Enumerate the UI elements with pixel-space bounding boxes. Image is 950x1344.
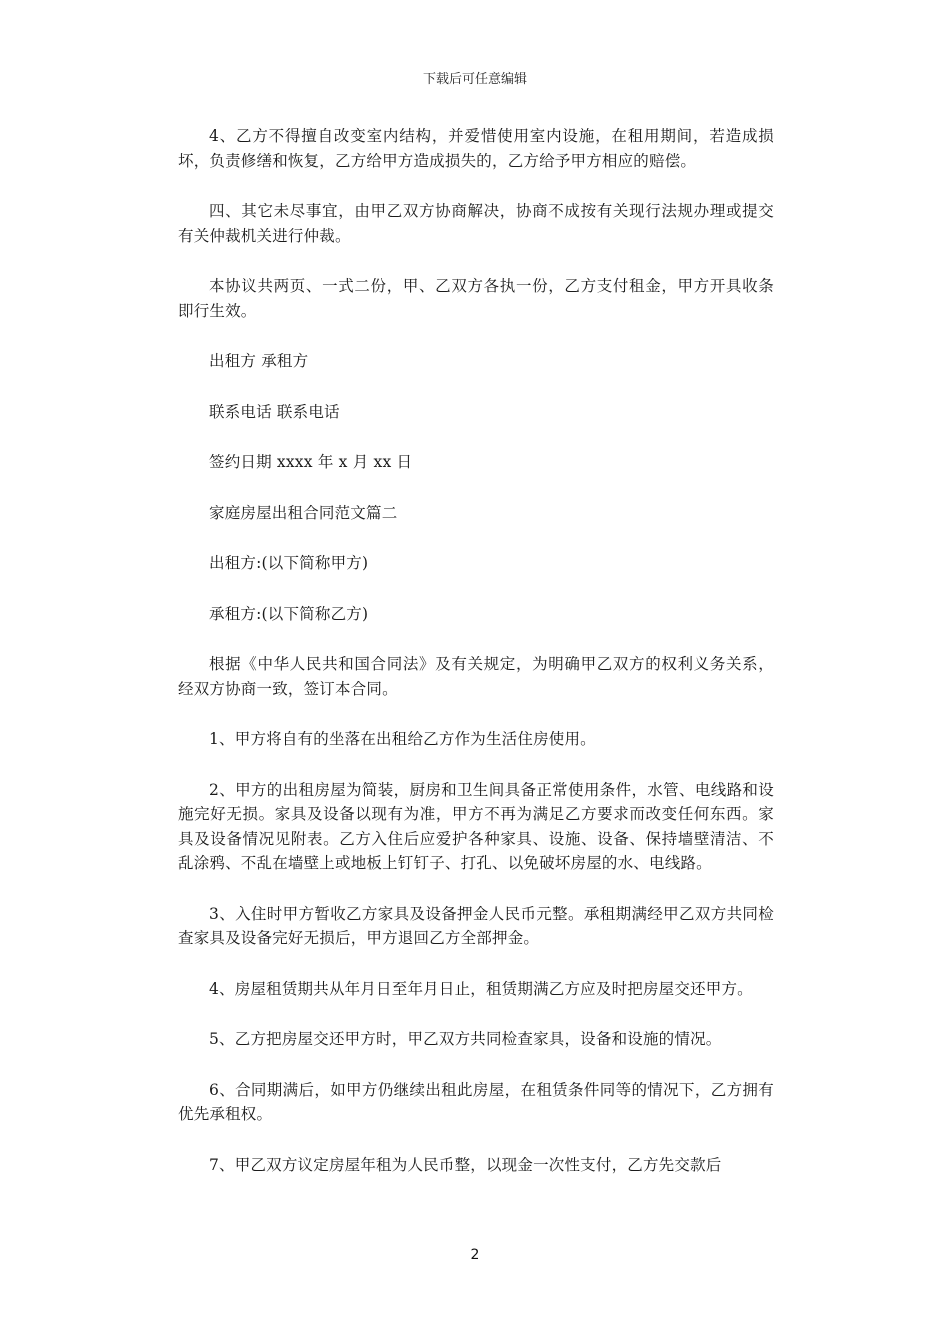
paragraph-clause-7: 7、甲乙双方议定房屋年租为人民币整，以现金一次性支付，乙方先交款后 bbox=[209, 1155, 722, 1174]
document-body bbox=[178, 124, 774, 1203]
paragraph-clause-2: 2、甲方的出租房屋为简装，厨房和卫生间具备正常使用条件，水管、电线路和设施完好无损。家具及设备以现有为准，甲方不再为满足乙方要求而改变任何东西。家具及设备情况见附表。乙方入住后应爱护各种家具、设施、设备、保持墙壁清洁、不乱涂鸦、不乱在墙壁上或地板上钉钉子、打孔、以免破坏房屋的水、电线路。 bbox=[178, 780, 774, 872]
paragraph-parties-signature: 出租方 承租方 bbox=[209, 352, 309, 370]
paragraph-clause-4-maintenance: 4、乙方不得擅自改变室内结构，并爱惜使用室内设施，在租用期间，若造成损坏，负责修缮和恢复，乙方给甲方造成损失的，乙方给予甲方相应的赔偿。 bbox=[178, 127, 774, 170]
paragraph-section-4-other-matters: 四、其它未尽事宜，由甲乙双方协商解决，协商不成按有关现行法规办理或提交有关仲裁机关进行仲裁。 bbox=[178, 202, 774, 245]
paragraph-clause-4-term: 4、房屋租赁期共从年月日至年月日止，租赁期满乙方应及时把房屋交还甲方。 bbox=[209, 979, 753, 998]
paragraph-legal-basis: 根据《中华人民共和国合同法》及有关规定，为明确甲乙双方的权利义务关系，经双方协商一致，签订本合同。 bbox=[178, 655, 774, 698]
paragraph-clause-5: 5、乙方把房屋交还甲方时，甲乙双方共同检查家具，设备和设施的情况。 bbox=[209, 1030, 722, 1048]
paragraph-lessor: 出租方:(以下简称甲方) bbox=[209, 554, 369, 572]
paragraph-clause-3: 3、入住时甲方暂收乙方家具及设备押金人民币元整。承租期满经甲乙双方共同检查家具及设备完好无损后，甲方退回乙方全部押金。 bbox=[178, 904, 774, 947]
paragraph-clause-1: 1、甲方将自有的坐落在出租给乙方作为生活住房使用。 bbox=[209, 730, 596, 748]
section-title-contract-two: 家庭房屋出租合同范文篇二 bbox=[209, 503, 398, 522]
paragraph-agreement-validity: 本协议共两页、一式二份，甲、乙双方各执一份，乙方支付租金，甲方开具收条即行生效。 bbox=[178, 277, 774, 320]
paragraph-signing-date: 签约日期 xxxx 年 x 月 xx 日 bbox=[209, 453, 413, 471]
page-header: 下载后可任意编辑 bbox=[422, 72, 527, 87]
paragraph-clause-6: 6、合同期满后，如甲方仍继续出租此房屋，在租赁条件同等的情况下，乙方拥有优先承租权。 bbox=[178, 1080, 774, 1123]
page-number: 2 bbox=[470, 1247, 480, 1263]
paragraph-lessee: 承租方:(以下简称乙方) bbox=[209, 604, 369, 623]
paragraph-contact-phone: 联系电话 联系电话 bbox=[209, 402, 340, 421]
